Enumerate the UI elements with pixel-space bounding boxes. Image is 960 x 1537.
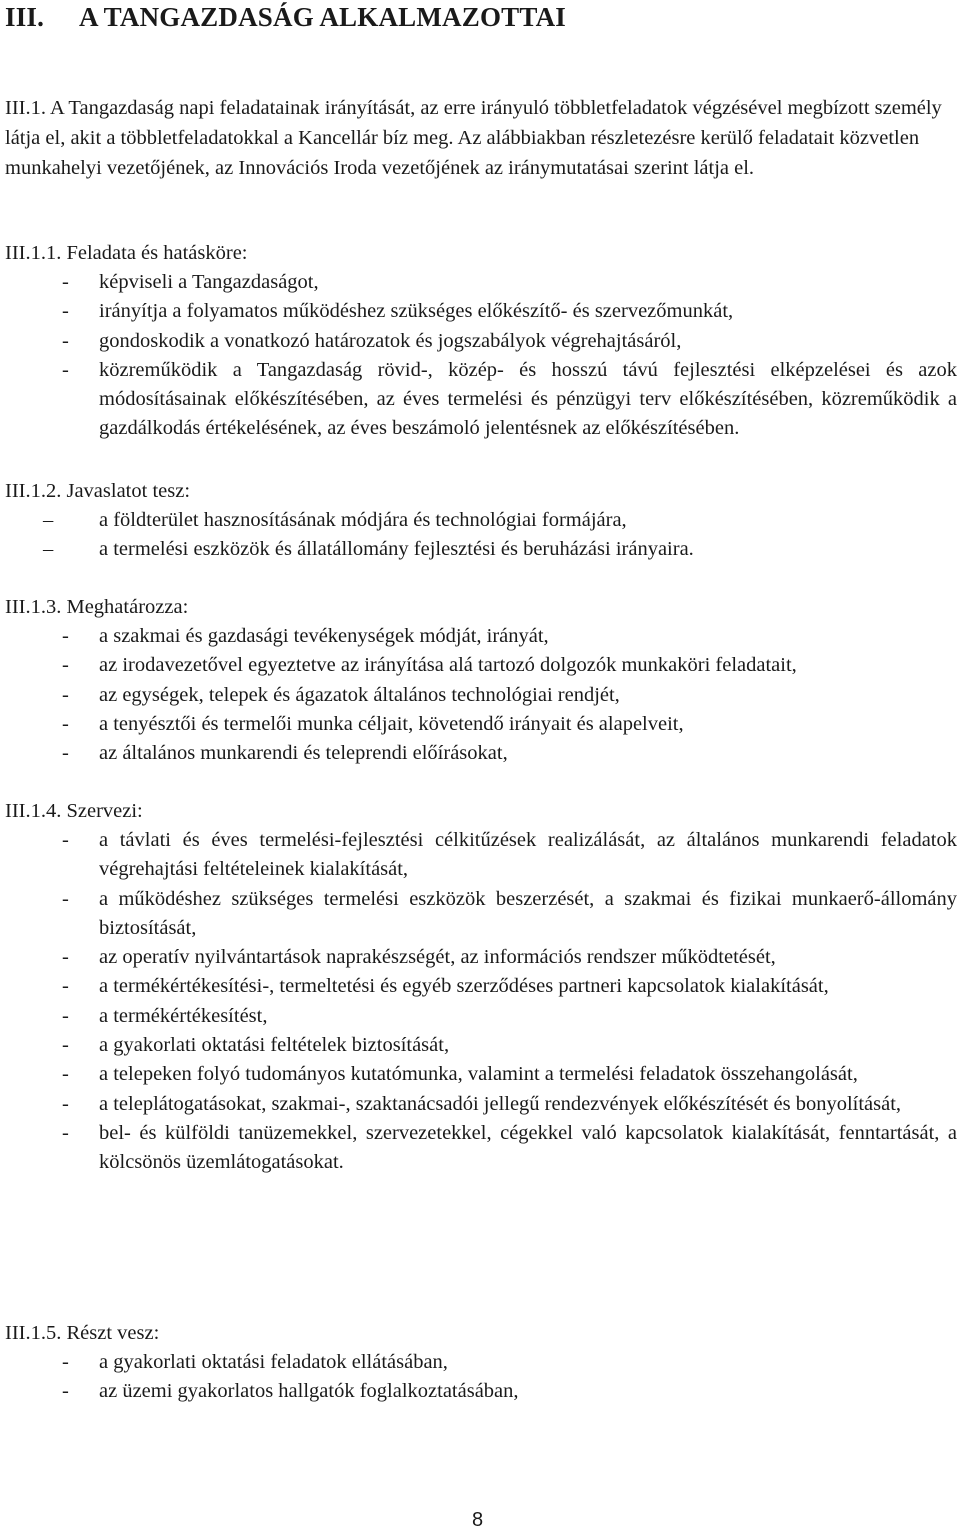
list-item-text: képviseli a Tangazdaságot, [99, 271, 319, 293]
list-item [5, 710, 957, 739]
list-item-text: bel- és külföldi tanüzemekkel, szervezetekkel, cégekkel való kapcsolatok kialakítását, fenntartását, a kölcsönös üzemlátogatásokat. [99, 1121, 957, 1174]
list-bullet: - [62, 683, 69, 706]
list-item-text: a működéshez szükséges termelési eszközök beszerzését, a szakmai és fizikai munkaerő-állomány biztosítását, [99, 887, 957, 939]
list-bullet: - [62, 829, 69, 851]
list-item [5, 535, 957, 564]
list-bullet: - [62, 625, 69, 647]
section-heading: III.1.5. Részt vesz: [5, 1322, 160, 1344]
list-item [5, 327, 957, 356]
list-item-text: a szakmai és gazdasági tevékenységek módját, irányát, [99, 625, 549, 647]
list-bullet: - [62, 742, 69, 765]
list-item [5, 885, 957, 944]
list-item [5, 268, 957, 297]
list-item [5, 681, 957, 710]
section-heading: III.1.2. Javaslatot tesz: [5, 480, 191, 502]
list-bullet: – [43, 538, 54, 561]
section-1-3 [5, 592, 957, 768]
page-number: 8 [472, 1509, 484, 1531]
list-bullet: - [62, 1380, 69, 1403]
chapter-title-text: A TANGAZDASÁG ALKALMAZOTTAI [79, 2, 566, 32]
list-bullet: - [62, 300, 69, 323]
list-item [5, 622, 957, 651]
list-item-text: közreműködik a Tangazdaság rövid-, közép- és hosszú távú fejlesztési elképzelései és azok módosításainak előkészítésében, az éves termelési és pénzügyi terv előkészítésében, közreműködik a gazdálkodás értékelésének, az éves beszámoló jelentésnek az előkészítésében. [99, 358, 957, 440]
list-item [5, 1119, 957, 1178]
list-item-text: az operatív nyilvántartások naprakészségét, az információs rendszer működtetését, [99, 946, 776, 969]
list-bullet: - [62, 1004, 69, 1027]
list-item [5, 943, 957, 972]
list-item [5, 506, 957, 535]
list-item [5, 651, 957, 680]
section-heading: III.1.3. Meghatározza: [5, 596, 189, 618]
list-bullet: – [43, 509, 54, 531]
list-bullet: - [62, 1092, 69, 1115]
list-item [5, 1060, 957, 1089]
section-heading: III.1.1. Feladata és hatásköre: [5, 242, 248, 264]
chapter-number: III. [5, 2, 45, 32]
section-1-5 [5, 1318, 957, 1407]
list-bullet: - [62, 271, 69, 293]
section-heading: III.1.4. Szervezi: [5, 800, 143, 822]
list-item-text: a teleplátogatásokat, szakmai-, szaktanácsadói jellegű rendezvények előkészítését és bonyolítását, [99, 1092, 902, 1115]
section-1-2 [5, 476, 957, 565]
chapter-title [5, 2, 566, 33]
list-item-text: a termelési eszközök és állatállomány fejlesztési és beruházási irányaira. [99, 538, 694, 561]
list-item-text: a telepeken folyó tudományos kutatómunka, valamint a termelési feladatok összehangolását, [99, 1063, 858, 1086]
list-bullet: - [62, 1351, 69, 1373]
list-bullet: - [62, 712, 69, 735]
list-item [5, 1002, 957, 1031]
list-item-text: a termékértékesítési-, termeltetési és egyéb szerződéses partneri kapcsolatok kialakítását, [99, 975, 829, 998]
list-item-text: a tenyésztői és termelői munka céljait, követendő irányait és alapelveit, [99, 712, 684, 735]
list-item [5, 739, 957, 768]
list-item-text: a gyakorlati oktatási feltételek biztosítását, [99, 1034, 450, 1057]
list-bullet: - [62, 1034, 69, 1057]
list-bullet: - [62, 1063, 69, 1086]
list-item [5, 1090, 957, 1119]
list-bullet: - [62, 946, 69, 969]
list-bullet: - [62, 887, 69, 910]
section-1-1 [5, 238, 957, 444]
list-item [5, 826, 957, 885]
list-item-text: a gyakorlati oktatási feladatok ellátásában, [99, 1351, 448, 1373]
list-item [5, 1031, 957, 1060]
list-item [5, 356, 957, 444]
list-item [5, 972, 957, 1001]
list-bullet: - [62, 975, 69, 998]
list-item-text: az üzemi gyakorlatos hallgatók foglalkoztatásában, [99, 1380, 519, 1403]
list-item-text: a távlati és éves termelési-fejlesztési célkitűzések realizálását, az általános munkarendi feladatok végrehajtási feltételeinek kialakítását, [99, 829, 957, 881]
section-1-4 [5, 796, 957, 1178]
list-bullet: - [62, 329, 69, 352]
list-item-text: irányítja a folyamatos működéshez szükséges előkészítő- és szervezőmunkát, [99, 300, 734, 323]
list-item-text: az általános munkarendi és teleprendi előírásokat, [99, 742, 508, 765]
list-bullet: - [62, 1121, 69, 1144]
list-item-text: az irodavezetővel egyeztetve az irányítása alá tartozó dolgozók munkaköri feladatait, [99, 654, 797, 677]
list-item [5, 1348, 957, 1377]
list-item [5, 297, 957, 326]
intro-paragraph: III.1. A Tangazdaság napi feladatainak irányítását, az erre irányuló többletfeladatok végzésével megbízott személy látja el, akit a többletfeladatokkal a Kancellár bíz meg. Az alábbiakban részletezésre kerülő feladatait közvetlen munkahelyi vezetőjének, az Innovációs Iroda vezetőjének az iránymutatásai szerint látja el. [5, 97, 942, 179]
list-item-text: a termékértékesítést, [99, 1004, 268, 1027]
list-bullet: - [62, 358, 69, 381]
list-item-text: a földterület hasznosításának módjára és technológiai formájára, [99, 509, 627, 531]
list-item [5, 1377, 957, 1406]
list-item-text: az egységek, telepek és ágazatok általános technológiai rendjét, [99, 683, 620, 706]
list-item-text: gondoskodik a vonatkozó határozatok és jogszabályok végrehajtásáról, [99, 329, 682, 352]
list-bullet: - [62, 654, 69, 677]
